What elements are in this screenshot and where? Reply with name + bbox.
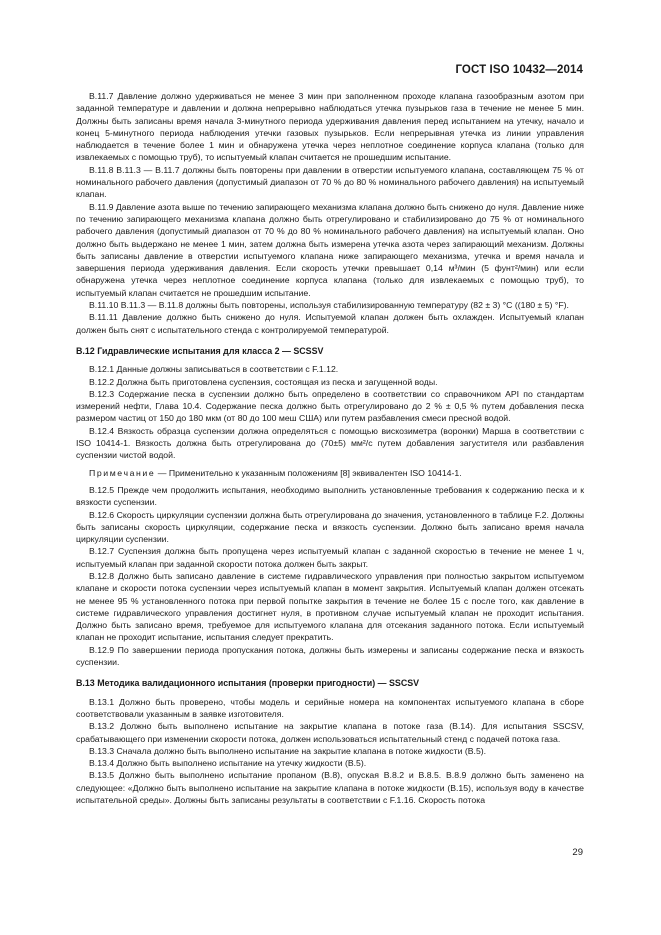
paragraph-b-11-11: В.11.11 Давление должно быть снижено до нуля. Испытуемой клапан должен быть охлажден. Испытуемый клапан должен быть снят с испытательного стенда с контролируемой температурой. (76, 312, 584, 335)
note (76, 467, 584, 479)
paragraph-b-13-2: В.13.2 Должно быть выполнено испытание на закрытие клапана в потоке газа (В.14). Для испытания SSCSV, срабатывающего при изменении скорости потока, должен использоваться испытательный стенд с подачей потока газа. (76, 721, 584, 744)
paragraph-b-12-4: В.12.4 Вязкость образца суспензии должна определяться с помощью вискозиметра (воронки) Марша в соответствии с ISO 10414-1. Вязкость должна быть отрегулирована до (70±5) мм²/с путем добавления загустителя или разбавления суспензии чистой водой. (76, 425, 584, 461)
paragraph-b-12-2: В.12.2 Должна быть приготовлена суспензия, состоящая из песка и загущенной воды. (89, 376, 438, 387)
paragraph-b-13-3: В.13.3 Сначала должно быть выполнено испытание на закрытие клапана в потоке жидкости (В.5). (89, 745, 487, 756)
document-body (76, 90, 584, 806)
paragraph-b-13-5: В.13.5 Должно быть выполнено испытание пропаном (В.8), опуская В.8.2 и В.8.5. В.8.9 должно быть заменено на следующее: «Должно быть выполнено испытание на закрытие клапана в потоке жидкости (В.15), используя воду в качестве испытательной среды». Должны быть записаны результаты в соответствии с F.1.16. Скорость потока (76, 770, 584, 806)
paragraph-b-11-10: В.11.10 В.11.3 — В.11.8 должны быть повторены, используя стабилизированную температуру (82 ± 3) °С ((180 ± 5) °F). (89, 300, 569, 311)
section-heading-b-12: В.12 Гидравлические испытания для класса 2 — SCSSV (76, 345, 324, 356)
document-code-header: ГОСТ ISO 10432—2014 (455, 64, 583, 76)
paragraph-b-11-9: В.11.9 Давление азота выше по течению запирающего механизма клапана должно быть снижено до нуля. Давление ниже по течению запирающего механизма клапана должно быть отрегулировано и стабилизировано до 75 % от номинального рабочего давления (допустимый диапазон от 70 % до 80 % номинального рабочего давления) на испытуемый клапан. Оно должно быть выдержано не менее 1 мин, затем должна быть измерена утечка азота через запирающий механизм. Должны быть записаны давление в отверстии испытуемого клапана ниже запирающего механизма, утечка и время начала и завершения периода удерживания давления. Если скорость утечки превышает 0,14 м³/мин (5 фунт²/мин) или если обнаружена утечка через неплотное соединение корпуса клапана (только для извлекаемых с помощью труб), то испытуемый клапан считается не прошедшим испытание. (76, 201, 584, 298)
note-label: Примечание (89, 467, 156, 478)
paragraph-b-12-3: В.12.3 Содержание песка в суспензии должно быть определено в соответствии со справочником API по стандартам измерений нефти, Глава 10.4. Содержание песка должно быть отрегулировано до 2 % ± 0,5 % путем добавления песка размером частиц от 150 до 180 мкм (от 80 до 100 меш США) или путем разбавления смеси пресной водой. (76, 388, 584, 424)
paragraph-b-12-8: В.12.8 Должно быть записано давление в системе гидравлического управления при полностью закрытом испытуемом клапане и скорости потока суспензии через испытуемый клапан в момент закрытия. Испытуемый клапан должен отсекать не менее 95 % установленного потока при первой попытке закрытия в течение не более 15 с после того, как давление в системе гидравлического управления достигнет нуля, в противном случае испытуемый клапан не проходит испытания. Должно быть записано время, требуемое для испытуемого клапана для отсекания заданного потока. Если испытуемый клапан не проходит испытание, испытания следует прекратить. (76, 570, 584, 643)
paragraph-b-12-6: В.12.6 Скорость циркуляции суспензии должна быть отрегулирована до значения, установленного в таблице F.2. Должны быть записаны скорость циркуляции, содержание песка и вязкость суспензии. Должно быть записано время начала циркуляции суспензии. (76, 509, 584, 545)
section-heading-b-13: В.13 Методика валидационного испытания (проверки пригодности) — SSCSV (76, 678, 420, 689)
paragraph-b-11-8: В.11.8 В.11.3 — В.11.7 должны быть повторены при давлении в отверстии испытуемого клапана, составляющем 75 % от номинального рабочего давления (допустимый диапазон от 70 % до 80 % номинального рабочего давления) на испытуемый клапан. (76, 164, 584, 200)
paragraph-b-12-1: В.12.1 Данные должны записываться в соответствии с F.1.12. (89, 364, 339, 375)
paragraph-b-11-7: В.11.7 Давление должно удерживаться не менее 3 мин при заполненном проходе клапана газообразным азотом при заданной температуре и давлении и должна непрерывно наблюдаться утечка пузырьков газа в течение не менее 5 мин. Должны быть записаны время начала 3-минутного периода удерживания давления перед испытанием на утечку, начало и конец 5-минутного периода наблюдения утечки газовых пузырьков. Если непрерывная утечка из линии управления наблюдается в течение более 1 мин и обнаружена утечка через неплотное соединение корпуса клапана (только для извлекаемых с помощью труб), то испытуемый клапан считается не прошедшим испытание. (76, 91, 584, 163)
note-text: — Применительно к указанным положениям [8] эквивалентен ISO 10414-1. (157, 467, 462, 478)
paragraph-b-13-1: В.13.1 Должно быть проверено, чтобы модель и серийные номера на компонентах испытуемого клапана в сборе соответствовали указанным в заявке изготовителя. (76, 696, 584, 719)
page-number: 29 (572, 847, 583, 858)
paragraph-b-12-7: В.12.7 Суспензия должна быть пропущена через испытуемый клапан с заданной скоростью в течение не менее 1 ч, испытуемый клапан при заданной скорости потока должен быть закрыт. (76, 546, 584, 569)
paragraph-b-12-9: В.12.9 По завершении периода пропускания потока, должны быть измерены и записаны содержание песка и вязкость суспензии. (76, 644, 584, 668)
paragraph-b-13-4: В.13.4 Должно быть выполнено испытание на утечку жидкости (В.5). (89, 758, 367, 769)
paragraph-b-12-5: В.12.5 Прежде чем продолжить испытания, необходимо выполнить установленные требования к содержанию песка и к вязкости суспензии. (76, 484, 584, 508)
